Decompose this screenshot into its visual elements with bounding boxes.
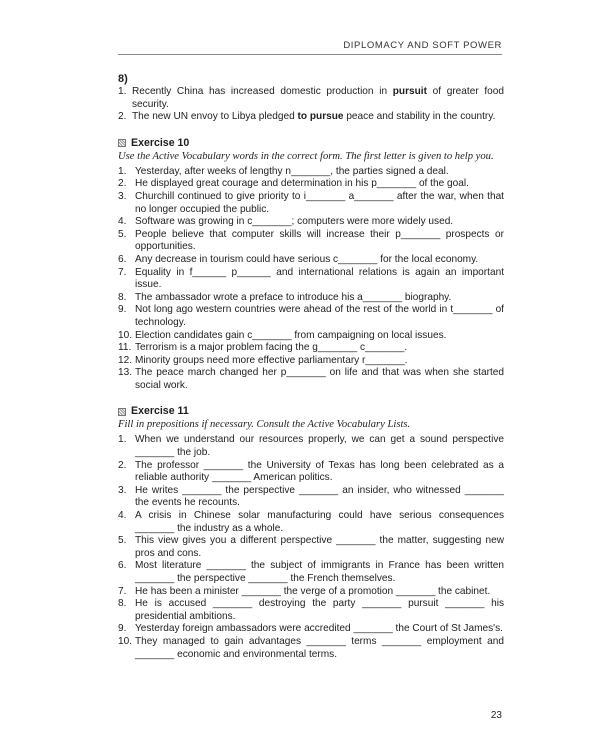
list-item: 1. Yesterday, after weeks of lengthy n_______, the parties signed a deal. (118, 165, 449, 177)
running-head: DIPLOMACY AND SOFT POWER (118, 40, 502, 55)
exercise-bullet-icon (118, 408, 126, 416)
list-item: 3. He writes _______ the perspective _______ an insider, who witnessed _______ the events he recounts. (118, 484, 504, 509)
exercise-11-instruction: Fill in prepositions if necessary. Consult the Active Vocabulary Lists. (118, 419, 411, 431)
list-item: 4. Software was growing in c_______; computers were more widely used. (118, 216, 454, 228)
list-item: 10. Election candidates gain c_______ from campaigning on local issues. (118, 329, 447, 341)
list-item: 9. Not long ago western countries were ahead of the rest of the world in t_______ of technology. (118, 304, 504, 328)
list-item: 6. Any decrease in tourism could have serious c_______ for the local economy. (118, 253, 479, 265)
section-number: 8) (118, 73, 128, 85)
list-item: 2. The new UN envoy to Libya pledged to pursue peace and stability in the country. (118, 111, 496, 123)
list-item: 12. Minority groups need more effective parliamentary r_______. (118, 354, 408, 366)
page-number: 23 (490, 710, 502, 721)
list-item: 1. When we understand our resources properly, we can get a sound perspective _______ the job. (118, 434, 504, 459)
list-item: 2. The professor _______ the University of Texas has long been celebrated as a reliable authority _______ American politics. (118, 459, 504, 484)
list-item: 7. He has been a minister _______ the verge of a promotion _______ the cabinet. (118, 585, 491, 597)
exercise-bullet-icon (118, 139, 126, 147)
list-item: 3. Churchill continued to give priority to i_______ a_______ after the war, when that no longer occupied the public. (118, 190, 504, 215)
list-item: 8. The ambassador wrote a preface to introduce his a_______ biography. (118, 291, 452, 303)
highlighted-word: pursuit (392, 86, 427, 97)
list-item: 7. Equality in f______ p______ and international relations is again an important issue. (118, 266, 504, 291)
list-item: 4. A crisis in Chinese solar manufacturing could have serious consequences _______ the industry as a whole. (118, 510, 504, 534)
list-item: 10. They managed to gain advantages _______ terms _______ employment and _______ economic and environmental terms. (118, 635, 504, 660)
list-item: 8. He is accused _______ destroying the party _______ pursuit _______ his presidential ambitions. (118, 598, 504, 622)
list-item: 5. This view gives you a different perspective _______ the matter, suggesting new pros and cons. (118, 535, 504, 559)
exercise-11-heading: Exercise 11 (118, 405, 504, 418)
list-item: 13. The peace march changed her p_______ on life and that was when she started social work. (118, 367, 504, 391)
highlighted-word: to pursue (297, 111, 344, 123)
list-item: 6. Most literature _______ the subject of immigrants in France has been written _______ the perspective _______ the French themselves. (118, 560, 504, 584)
page-content (118, 72, 504, 661)
exercise-10-heading: Exercise 10 (118, 137, 504, 150)
list-item: 9. Yesterday foreign ambassadors were accredited _______ the Court of St James's. (118, 623, 503, 635)
list-item: 2. He displayed great courage and determination in his p_______ of the goal. (118, 178, 469, 190)
exercise-10-instruction: Use the Active Vocabulary words in the correct form. The first letter is given to help you. (118, 150, 494, 162)
list-item: 11. Terrorism is a major problem facing the g_______ c_______. (118, 342, 408, 354)
exercise-10-list (118, 166, 504, 393)
section8-list (118, 86, 504, 124)
list-item: 5. People believe that computer skills will increase their p_______ prospects or opportunities. (118, 228, 504, 253)
list-item: 1. Recently China has increased domestic production in pursuit of greater food security. (118, 86, 504, 110)
exercise-11-list (118, 434, 504, 661)
